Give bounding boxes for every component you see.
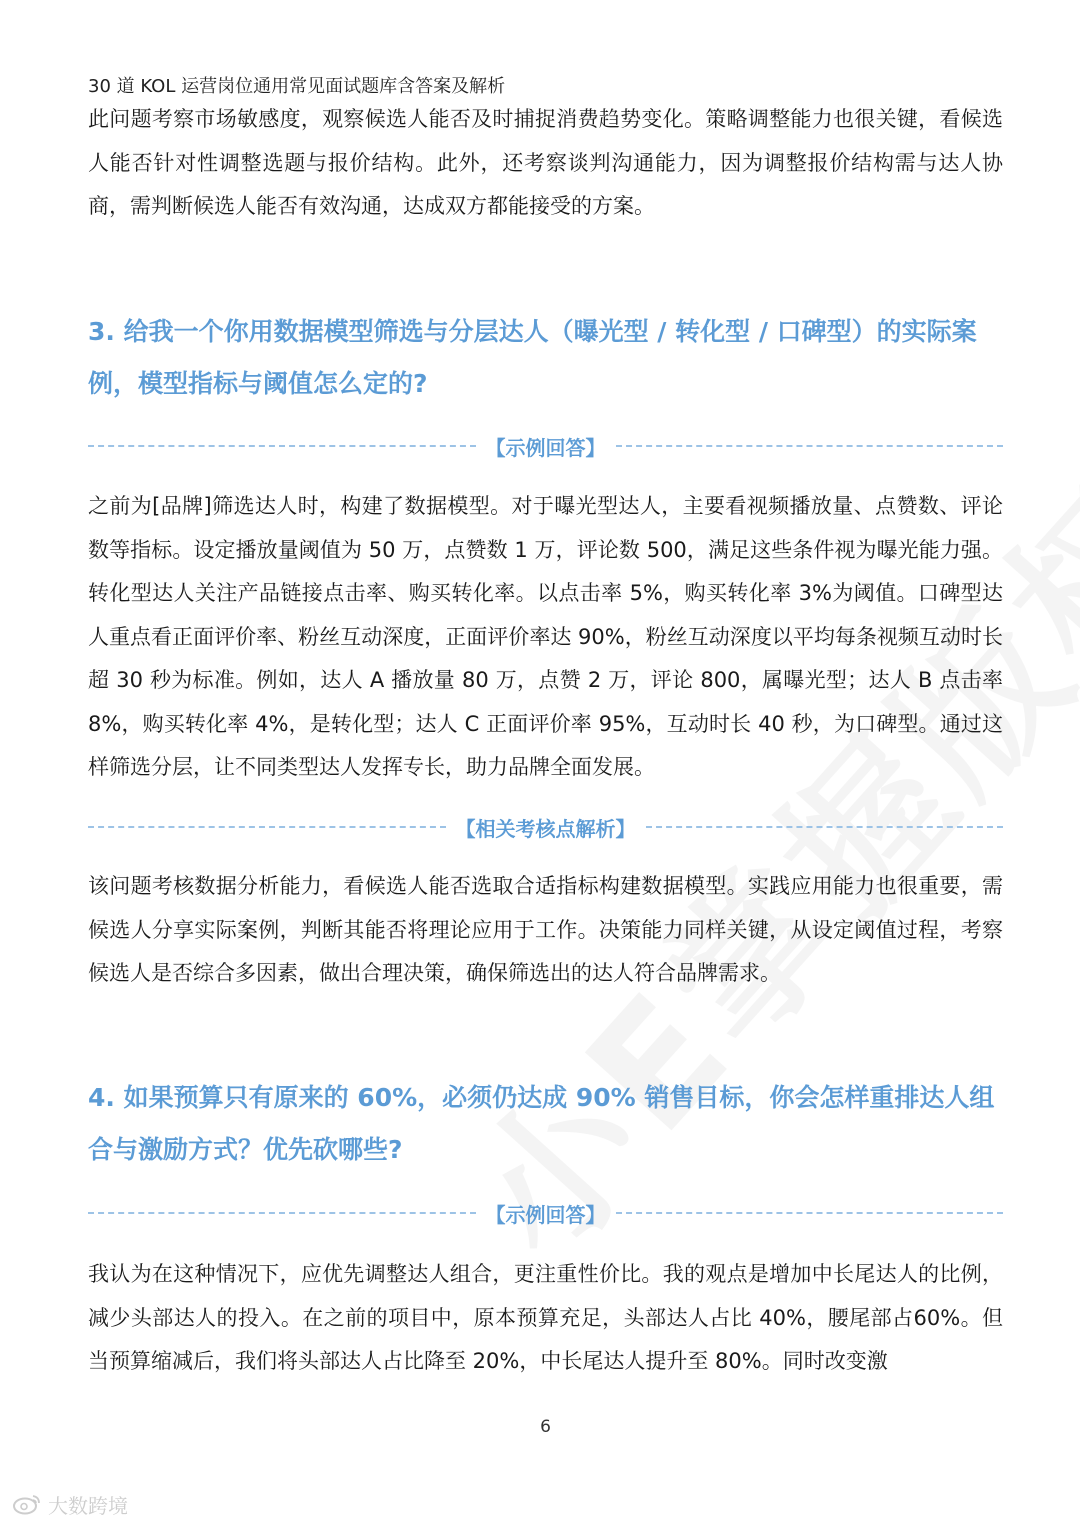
question-3-title: 3. 给我一个你用数据模型筛选与分层达人（曝光型 / 转化型 / 口碑型）的实际案例，模型指标与阈值怎么定的?: [88, 317, 977, 398]
analysis-label: 【相关考核点解析】: [455, 816, 636, 841]
dash-line-left: [88, 826, 446, 828]
document-page: [88, 0, 1003, 1527]
source-badge-text: 大数跨境: [48, 1493, 128, 1518]
answer-label: 【示例回答】: [485, 435, 606, 460]
document-header: 30 道 KOL 运营岗位通用常见面试题库含答案及解析: [88, 76, 506, 97]
dash-line-left: [88, 445, 476, 447]
question-4-title: 4. 如果预算只有原来的 60%，必须仍达成 90% 销售目标，你会怎样重排达人组合与激励方式？优先砍哪些?: [88, 1083, 995, 1164]
question-3-answer: 之前为[品牌]筛选达人时，构建了数据模型。对于曝光型达人，主要看视频播放量、点赞数、评论数等指标。设定播放量阈值为 50 万，点赞数 1 万，评论数 500，满足这些条件视为曝光能力强。转化型达人关注产品链接点击率、购买转化率。以点击率 5%，购买转化率 3%为阈值。口碑型达人重点看正面评价率、粉丝互动深度，正面评价率达 90%，粉丝互动深度以平均每条视频互动时长超 30 秒为标准。例如，达人 A 播放量 80 万，点赞 2 万，评论 800，属曝光型；达人 B 点击率 8%，购买转化率 4%，是转化型；达人 C 正面评价率 95%，互动时长 40 秒，为口碑型。通过这样筛选分层，让不同类型达人发挥专长，助力品牌全面发展。: [88, 494, 1003, 779]
intro-paragraph: 此问题考察市场敏感度，观察候选人能否及时捕捉消费趋势变化。策略调整能力也很关键，看候选人能否针对性调整选题与报价结构。此外，还考察谈判沟通能力，因为调整报价结构需与达人协商，需判断候选人能否有效沟通，达成双方都能接受的方案。: [88, 107, 1003, 218]
answer-label: 【示例回答】: [485, 1202, 606, 1227]
answer-divider-q3: [88, 434, 1003, 458]
page-number: 6: [540, 1417, 551, 1437]
question-4-answer: 我认为在这种情况下，应优先调整达人组合，更注重性价比。我的观点是增加中长尾达人的比例，减少头部达人的投入。在之前的项目中，原本预算充足，头部达人占比 40%，腰尾部占60%。但当预算缩减后，我们将头部达人占比降至 20%，中长尾达人提升至 80%。同时改变激: [88, 1262, 1003, 1373]
question-3-analysis: 该问题考核数据分析能力，看候选人能否选取合适指标构建数据模型。实践应用能力也很重要，需候选人分享实际案例，判断其能否将理论应用于工作。决策能力同样关键，从设定阈值过程，考察候选人是否综合多因素，做出合理决策，确保筛选出的达人符合品牌需求。: [88, 874, 1003, 985]
dash-line-right: [616, 1212, 1004, 1214]
answer-divider-q4: [88, 1201, 1003, 1225]
dash-line-right: [616, 445, 1004, 447]
weibo-icon: [12, 1493, 42, 1515]
source-badge: [12, 1490, 128, 1518]
analysis-divider-q3: [88, 815, 1003, 839]
dash-line-left: [88, 1212, 476, 1214]
dash-line-right: [646, 826, 1004, 828]
